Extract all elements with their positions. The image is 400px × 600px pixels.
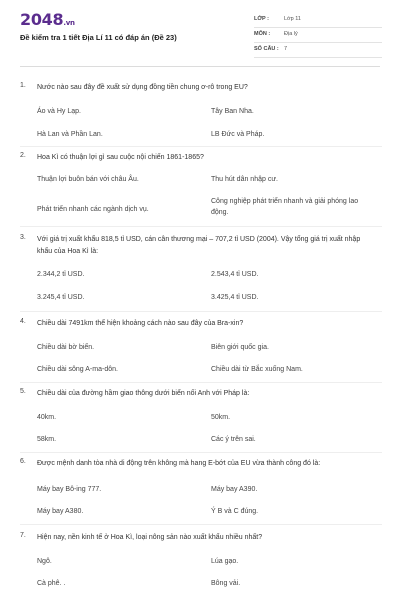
option-c[interactable]: Hà Lan và Phần Lan. (37, 131, 103, 138)
question-text: Hoa Kì có thuận lợi gì sau cuộc nội chiến 1861-1865? (37, 154, 204, 161)
logo-text: 2048 (20, 10, 64, 29)
option-a[interactable]: Ngô. (37, 558, 52, 565)
question-number: 4. (20, 318, 26, 325)
option-a[interactable]: 40km. (37, 414, 57, 421)
option-c[interactable]: Máy bay A380. (37, 508, 84, 515)
option-b[interactable]: Biên giới quốc gia. (211, 344, 269, 351)
question-text: Chiều dài 7491km thể hiện khoảng cách nào sau đây của Bra-xin? (37, 320, 244, 327)
question-divider (20, 311, 382, 312)
meta-label: SỐ CÂU : (254, 46, 279, 52)
option-c[interactable]: Chiều dài sông A-ma-dôn. (37, 366, 118, 373)
option-b[interactable]: Lúa gạo. (211, 558, 239, 565)
option-a[interactable]: Áo và Hy Lạp. (37, 108, 81, 115)
option-a[interactable]: Thuận lợi buôn bán với châu Âu. (37, 176, 139, 183)
meta-label: LỚP : (254, 16, 269, 22)
question-divider (20, 226, 382, 227)
option-b[interactable]: Máy bay A390. (211, 486, 258, 493)
option-a[interactable]: Máy bay Bô-ing 777. (37, 486, 102, 493)
question-divider (20, 146, 382, 147)
option-d[interactable]: Bông vải. (211, 580, 241, 587)
option-d[interactable]: Các ý trên sai. (211, 436, 256, 443)
option-d[interactable]: Chiều dài từ Bắc xuống Nam. (211, 366, 303, 373)
option-b[interactable]: Tây Ban Nha. (211, 108, 254, 115)
question-number: 3. (20, 234, 26, 241)
option-a[interactable]: Chiều dài bờ biển. (37, 344, 95, 351)
option-d[interactable]: 3.425,4 tỉ USD. (211, 294, 259, 301)
header-divider (20, 66, 380, 67)
question-number: 5. (20, 388, 26, 395)
option-a[interactable]: 2.344,2 tỉ USD. (37, 271, 85, 278)
exam-title: Đề kiểm tra 1 tiết Địa Lí 11 có đáp án (Đề 23) (20, 33, 177, 42)
option-d[interactable]: Công nghiệp phát triển nhanh và giải phóng lao động. (211, 198, 359, 216)
meta-value: Lớp 11 (284, 16, 301, 22)
logo-suffix: .vn (63, 19, 75, 27)
meta-label: MÔN : (254, 31, 271, 37)
question-divider (20, 524, 382, 525)
page-header (0, 0, 400, 62)
question-number: 1. (20, 82, 26, 89)
site-logo[interactable] (20, 10, 75, 29)
option-d[interactable]: LB Đức và Pháp. (211, 131, 265, 138)
option-b[interactable]: Thu hút dân nhập cư. (211, 176, 278, 183)
question-text: Với giá trị xuất khẩu 818,5 tỉ USD, cán cân thương mại – 707,2 tỉ USD (2004). Vậy tổng giá trị xuất nhập khẩu của Hoa Kì là: (37, 236, 361, 255)
meta-row-subject (254, 28, 382, 43)
exam-meta (254, 13, 382, 58)
question-text: Chiều dài của đường hầm giao thông dưới biển nối Anh với Pháp là: (37, 390, 250, 397)
meta-row-class (254, 13, 382, 28)
question-divider (20, 452, 382, 453)
option-b[interactable]: 2.543,4 tỉ USD. (211, 271, 259, 278)
option-d[interactable]: Ý B và C đúng. (211, 508, 259, 515)
question-divider (20, 382, 382, 383)
question-number: 6. (20, 458, 26, 465)
question-text: Được mệnh danh tòa nhà di động trên không mà hang E-bớt của EU vừa thành công đó là: (37, 460, 321, 467)
option-c[interactable]: Cà phê. . (37, 580, 66, 587)
option-c[interactable]: 58km. (37, 436, 57, 443)
question-text: Hiện nay, nền kinh tế ở Hoa Kì, loại nông sản nào xuất khẩu nhiều nhất? (37, 534, 263, 541)
meta-value: Địa lý (284, 31, 298, 37)
meta-value: 7 (284, 46, 288, 52)
question-number: 7. (20, 532, 26, 539)
meta-row-count (254, 43, 382, 58)
option-c[interactable]: Phát triển nhanh các ngành dịch vụ. (37, 206, 149, 213)
question-text: Nước nào sau đây đề xuất sử dụng đồng tiền chung ơ-rô trong EU? (37, 84, 248, 91)
option-c[interactable]: 3.245,4 tỉ USD. (37, 294, 85, 301)
question-number: 2. (20, 152, 26, 159)
option-b[interactable]: 50km. (211, 414, 231, 421)
